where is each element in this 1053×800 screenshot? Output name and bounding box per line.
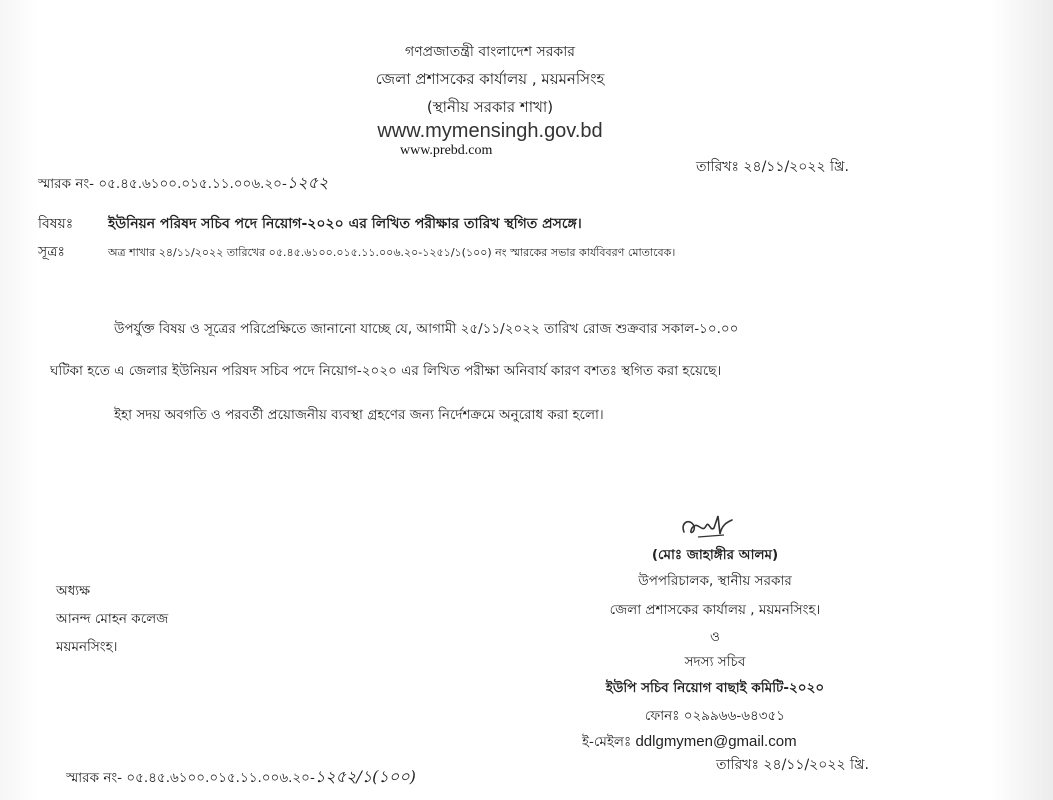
memo-number-bottom bbox=[66, 764, 416, 791]
recipient-institution: আনন্দ মোহন কলেজ bbox=[56, 611, 169, 627]
reference-text: অত্র শাখার ২৪/১১/২০২২ তারিখের ০৫.৪৫.৬১০০.০১৫.১১.০০৬.২০-১২৫১/১(১০০) নং স্মারকের সভার কার্যবিবরণ মোতাবেক। bbox=[108, 246, 676, 259]
reference-label: সূত্রঃ bbox=[38, 244, 65, 260]
memo-prefix-bottom: স্মারক নং- ০৫.৪৫.৬১০০.০১৫.১১.০০৬.২০- bbox=[66, 770, 315, 786]
header-office: জেলা প্রশাসকের কার্যালয় , ময়মনসিংহ bbox=[375, 70, 605, 88]
header-branch: (স্থানীয় সরকার শাখা) bbox=[426, 98, 554, 116]
watermark-text: www.prebd.com bbox=[400, 143, 493, 158]
memo-number-top bbox=[38, 170, 328, 197]
subject-label: বিষয়ঃ bbox=[38, 216, 74, 232]
email-label: ই-মেইলঃ bbox=[582, 734, 632, 750]
date-top: তারিখঃ ২৪/১১/২০২২ খ্রি. bbox=[696, 159, 849, 175]
body-line-2: ঘটিকা হতে এ জেলার ইউনিয়ন পরিষদ সচিব পদে নিয়োগ-২০২০ এর লিখিত পরীক্ষা অনিবার্য কারণ বশতঃ স্থগিত করা হয়েছে। bbox=[50, 363, 722, 379]
signatory-designation: উপপরিচালক, স্থানীয় সরকার bbox=[638, 573, 792, 589]
body-line-1: উপর্যুক্ত বিষয় ও সূত্রের পরিপ্রেক্ষিতে জানানো যাচ্ছে যে, আগামী ২৫/১১/২০২২ তারিখ রোজ শুক্রবার সকাল-১০.০০ bbox=[114, 321, 739, 337]
email-address: ddlgmymen@gmail.com bbox=[635, 733, 797, 750]
header-government: গণপ্রজাতন্ত্রী বাংলাদেশ সরকার bbox=[405, 44, 575, 60]
header-website: www.mymensingh.gov.bd bbox=[377, 120, 603, 142]
body-line-3: ইহা সদয় অবগতি ও পরবর্তী প্রয়োজনীয় ব্যবস্থা গ্রহণের জন্য নির্দেশক্রমে অনুরোধ করা হলো। bbox=[114, 407, 604, 423]
memo-prefix: স্মারক নং- ০৫.৪৫.৬১০০.০১৫.১১.০০৬.২০- bbox=[38, 176, 287, 192]
signatory-and: ও bbox=[710, 629, 720, 645]
signatory-committee: ইউপি সচিব নিয়োগ বাছাই কমিটি-২০২০ bbox=[605, 680, 825, 696]
recipient-title: অধ্যক্ষ bbox=[56, 583, 91, 599]
date-bottom: তারিখঃ ২৪/১১/২০২২ খ্রি. bbox=[716, 757, 869, 773]
memo-handwritten-number: ১২৫২ bbox=[286, 173, 329, 192]
signature-icon bbox=[676, 510, 736, 544]
recipient-city: ময়মনসিংহ। bbox=[56, 639, 118, 655]
memo-handwritten-number-bottom: ১২৫২/১(১০০) bbox=[314, 767, 416, 786]
signatory-office: জেলা প্রশাসকের কার্যালয় , ময়মনসিংহ। bbox=[609, 602, 821, 618]
signatory-phone: ফোনঃ ০২৯৯৬৬-৬৪৩৫১ bbox=[644, 708, 786, 724]
signatory-name: (মোঃ জাহাঙ্গীর আলম) bbox=[651, 547, 779, 563]
signatory-role: সদস্য সচিব bbox=[684, 654, 746, 670]
signatory-email bbox=[582, 731, 797, 754]
subject-text: ইউনিয়ন পরিষদ সচিব পদে নিয়োগ-২০২০ এর লিখিত পরীক্ষার তারিখ স্থগিত প্রসঙ্গে। bbox=[108, 216, 582, 232]
